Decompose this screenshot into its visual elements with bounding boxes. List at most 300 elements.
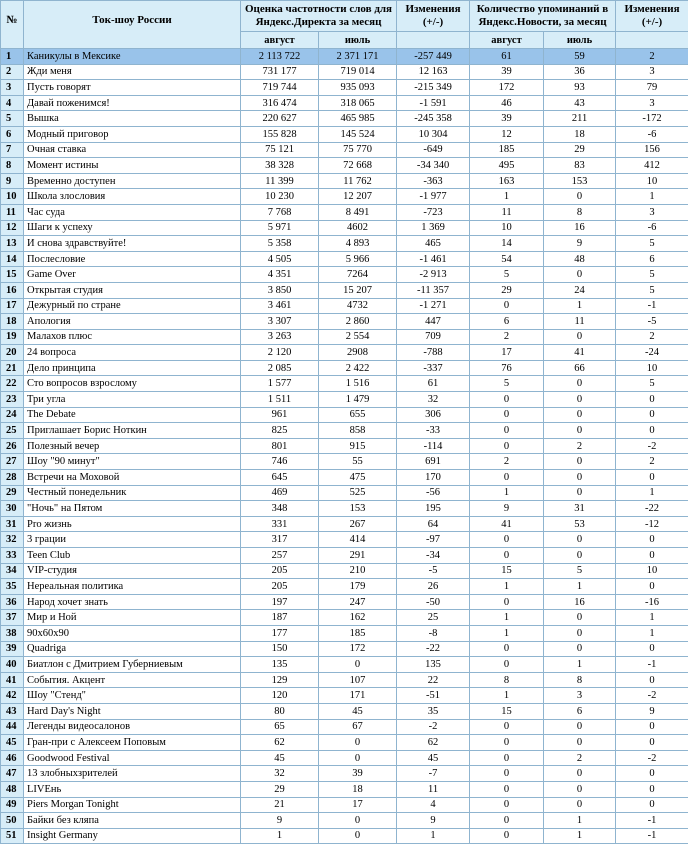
show-name: Piers Morgan Tonight — [24, 797, 241, 813]
freq-august: 7 768 — [241, 204, 319, 220]
row-number: 25 — [1, 423, 24, 439]
freq-august: 65 — [241, 719, 319, 735]
row-number: 11 — [1, 204, 24, 220]
mentions-july: 0 — [544, 423, 616, 439]
mentions-change: 0 — [616, 797, 688, 813]
freq-july: 655 — [319, 407, 397, 423]
table-row — [1, 454, 688, 470]
row-number: 1 — [1, 49, 24, 65]
table-row — [1, 470, 688, 486]
freq-august: 348 — [241, 501, 319, 517]
freq-august: 5 971 — [241, 220, 319, 236]
mentions-august: 54 — [470, 251, 544, 267]
row-number: 18 — [1, 314, 24, 330]
mentions-july: 24 — [544, 282, 616, 298]
freq-change: -1 271 — [397, 298, 470, 314]
freq-change: -22 — [397, 641, 470, 657]
show-name: Легенды видеосалонов — [24, 719, 241, 735]
freq-august: 3 461 — [241, 298, 319, 314]
freq-august: 1 — [241, 828, 319, 844]
freq-change: 35 — [397, 703, 470, 719]
mentions-july: 0 — [544, 470, 616, 486]
mentions-august: 1 — [470, 625, 544, 641]
table-row — [1, 392, 688, 408]
freq-change: -8 — [397, 625, 470, 641]
row-number: 23 — [1, 392, 24, 408]
row-number: 46 — [1, 750, 24, 766]
row-number: 12 — [1, 220, 24, 236]
freq-august: 62 — [241, 735, 319, 751]
table-row — [1, 423, 688, 439]
show-name: Шаги к успеху — [24, 220, 241, 236]
row-number: 47 — [1, 766, 24, 782]
show-name: Приглашает Борис Ноткин — [24, 423, 241, 439]
freq-august: 1 511 — [241, 392, 319, 408]
row-number: 34 — [1, 563, 24, 579]
show-name: Послесловие — [24, 251, 241, 267]
mentions-change: -5 — [616, 314, 688, 330]
mentions-august: 1 — [470, 485, 544, 501]
mentions-august: 0 — [470, 735, 544, 751]
freq-change: -7 — [397, 766, 470, 782]
freq-july: 55 — [319, 454, 397, 470]
freq-change: -1 977 — [397, 189, 470, 205]
table-row — [1, 282, 688, 298]
freq-august: 469 — [241, 485, 319, 501]
freq-august: 316 474 — [241, 95, 319, 111]
mentions-july: 2 — [544, 438, 616, 454]
show-name: Жди меня — [24, 64, 241, 80]
mentions-august: 5 — [470, 376, 544, 392]
mentions-july: 11 — [544, 314, 616, 330]
mentions-august: 1 — [470, 579, 544, 595]
show-name: Три угла — [24, 392, 241, 408]
mentions-july: 0 — [544, 719, 616, 735]
mentions-august: 0 — [470, 548, 544, 564]
table-row — [1, 813, 688, 829]
mentions-change: 79 — [616, 80, 688, 96]
header-show: Ток-шоу России — [24, 1, 241, 49]
freq-july: 210 — [319, 563, 397, 579]
row-number: 7 — [1, 142, 24, 158]
freq-change: 709 — [397, 329, 470, 345]
freq-july: 858 — [319, 423, 397, 439]
mentions-change: -1 — [616, 657, 688, 673]
mentions-change: -1 — [616, 298, 688, 314]
mentions-july: 0 — [544, 735, 616, 751]
mentions-august: 15 — [470, 563, 544, 579]
table-row — [1, 204, 688, 220]
mentions-change: 5 — [616, 376, 688, 392]
freq-august: 645 — [241, 470, 319, 486]
row-number: 48 — [1, 781, 24, 797]
mentions-august: 0 — [470, 750, 544, 766]
row-number: 8 — [1, 158, 24, 174]
table-row — [1, 49, 688, 65]
freq-july: 2 554 — [319, 329, 397, 345]
freq-july: 171 — [319, 688, 397, 704]
row-number: 24 — [1, 407, 24, 423]
freq-august: 257 — [241, 548, 319, 564]
mentions-august: 61 — [470, 49, 544, 65]
mentions-change: 0 — [616, 532, 688, 548]
row-number: 51 — [1, 828, 24, 844]
mentions-august: 9 — [470, 501, 544, 517]
row-number: 3 — [1, 80, 24, 96]
freq-august: 21 — [241, 797, 319, 813]
table-row — [1, 64, 688, 80]
mentions-july: 1 — [544, 657, 616, 673]
freq-july: 719 014 — [319, 64, 397, 80]
mentions-change: -6 — [616, 126, 688, 142]
mentions-august: 39 — [470, 111, 544, 127]
freq-august: 197 — [241, 594, 319, 610]
freq-august: 2 113 722 — [241, 49, 319, 65]
freq-august: 220 627 — [241, 111, 319, 127]
mentions-july: 66 — [544, 360, 616, 376]
table-row — [1, 750, 688, 766]
show-name: Каникулы в Мексике — [24, 49, 241, 65]
freq-july: 172 — [319, 641, 397, 657]
show-name: Pro жизнь — [24, 516, 241, 532]
header-frequency-change: Изменения (+/-) — [397, 1, 470, 32]
table-row — [1, 766, 688, 782]
header-frequency: Оценка частотности слов для Яндекс.Директа за месяц — [241, 1, 397, 32]
mentions-august: 2 — [470, 454, 544, 470]
show-name: 3 грации — [24, 532, 241, 548]
freq-august: 38 328 — [241, 158, 319, 174]
show-name: Встречи на Моховой — [24, 470, 241, 486]
freq-change: -649 — [397, 142, 470, 158]
mentions-august: 0 — [470, 532, 544, 548]
freq-change: -245 358 — [397, 111, 470, 127]
mentions-august: 0 — [470, 641, 544, 657]
mentions-change: 2 — [616, 329, 688, 345]
header-number: № — [1, 1, 24, 49]
freq-july: 414 — [319, 532, 397, 548]
table-row — [1, 360, 688, 376]
show-name: Временно доступен — [24, 173, 241, 189]
freq-july: 1 516 — [319, 376, 397, 392]
header-mentions: Количество упоминаний в Яндекс.Новости, за месяц — [470, 1, 616, 32]
table-row — [1, 548, 688, 564]
mentions-change: 5 — [616, 282, 688, 298]
mentions-august: 163 — [470, 173, 544, 189]
freq-change: -11 357 — [397, 282, 470, 298]
table-row — [1, 625, 688, 641]
mentions-august: 1 — [470, 189, 544, 205]
mentions-july: 5 — [544, 563, 616, 579]
table-row — [1, 781, 688, 797]
mentions-august: 0 — [470, 470, 544, 486]
mentions-august: 29 — [470, 282, 544, 298]
freq-change: -114 — [397, 438, 470, 454]
mentions-change: 0 — [616, 766, 688, 782]
mentions-july: 8 — [544, 672, 616, 688]
table-row — [1, 579, 688, 595]
show-name: LIVEнь — [24, 781, 241, 797]
row-number: 30 — [1, 501, 24, 517]
freq-july: 4732 — [319, 298, 397, 314]
freq-change: 170 — [397, 470, 470, 486]
mentions-august: 0 — [470, 407, 544, 423]
mentions-july: 0 — [544, 781, 616, 797]
freq-august: 205 — [241, 579, 319, 595]
mentions-august: 14 — [470, 236, 544, 252]
mentions-august: 495 — [470, 158, 544, 174]
table-body — [1, 49, 688, 844]
freq-july: 7264 — [319, 267, 397, 283]
freq-july: 247 — [319, 594, 397, 610]
freq-july: 15 207 — [319, 282, 397, 298]
freq-august: 187 — [241, 610, 319, 626]
show-name: Дежурный по стране — [24, 298, 241, 314]
freq-august: 29 — [241, 781, 319, 797]
row-number: 36 — [1, 594, 24, 610]
freq-change: -33 — [397, 423, 470, 439]
mentions-august: 8 — [470, 672, 544, 688]
row-number: 27 — [1, 454, 24, 470]
freq-august: 129 — [241, 672, 319, 688]
mentions-august: 17 — [470, 345, 544, 361]
freq-august: 2 120 — [241, 345, 319, 361]
table-row — [1, 703, 688, 719]
mentions-august: 0 — [470, 766, 544, 782]
table-row — [1, 657, 688, 673]
freq-august: 150 — [241, 641, 319, 657]
header-blank — [397, 32, 470, 49]
show-name: Момент истины — [24, 158, 241, 174]
mentions-july: 43 — [544, 95, 616, 111]
mentions-july: 9 — [544, 236, 616, 252]
row-number: 15 — [1, 267, 24, 283]
mentions-august: 0 — [470, 719, 544, 735]
freq-august: 731 177 — [241, 64, 319, 80]
table-row — [1, 688, 688, 704]
show-name: The Debate — [24, 407, 241, 423]
mentions-july: 0 — [544, 329, 616, 345]
freq-august: 1 577 — [241, 376, 319, 392]
row-number: 19 — [1, 329, 24, 345]
mentions-july: 29 — [544, 142, 616, 158]
show-name: "Ночь" на Пятом — [24, 501, 241, 517]
header-blank — [616, 32, 688, 49]
freq-change: 465 — [397, 236, 470, 252]
mentions-change: 5 — [616, 236, 688, 252]
mentions-change: 0 — [616, 548, 688, 564]
row-number: 32 — [1, 532, 24, 548]
mentions-change: 9 — [616, 703, 688, 719]
freq-july: 0 — [319, 813, 397, 829]
mentions-july: 0 — [544, 267, 616, 283]
freq-change: 32 — [397, 392, 470, 408]
mentions-july: 0 — [544, 376, 616, 392]
mentions-july: 31 — [544, 501, 616, 517]
show-name: Байки без кляпа — [24, 813, 241, 829]
show-name: Биатлон с Дмитрием Губерниевым — [24, 657, 241, 673]
row-number: 42 — [1, 688, 24, 704]
freq-change: 4 — [397, 797, 470, 813]
freq-july: 4602 — [319, 220, 397, 236]
freq-july: 67 — [319, 719, 397, 735]
freq-august: 10 230 — [241, 189, 319, 205]
freq-august: 3 850 — [241, 282, 319, 298]
mentions-change: -2 — [616, 750, 688, 766]
table-row — [1, 126, 688, 142]
show-name: Hard Day's Night — [24, 703, 241, 719]
mentions-july: 16 — [544, 594, 616, 610]
freq-change: -2 — [397, 719, 470, 735]
row-number: 20 — [1, 345, 24, 361]
mentions-july: 36 — [544, 64, 616, 80]
show-name: Insight Germany — [24, 828, 241, 844]
mentions-july: 6 — [544, 703, 616, 719]
row-number: 41 — [1, 672, 24, 688]
mentions-august: 0 — [470, 813, 544, 829]
show-name: Полезный вечер — [24, 438, 241, 454]
freq-july: 0 — [319, 828, 397, 844]
mentions-change: 3 — [616, 95, 688, 111]
table-row — [1, 797, 688, 813]
freq-july: 475 — [319, 470, 397, 486]
freq-change: -257 449 — [397, 49, 470, 65]
freq-change: 10 304 — [397, 126, 470, 142]
freq-july: 185 — [319, 625, 397, 641]
mentions-change: 10 — [616, 563, 688, 579]
mentions-august: 15 — [470, 703, 544, 719]
mentions-august: 172 — [470, 80, 544, 96]
show-name: Вышка — [24, 111, 241, 127]
freq-change: 447 — [397, 314, 470, 330]
show-name: События. Акцент — [24, 672, 241, 688]
show-name: И снова здравствуйте! — [24, 236, 241, 252]
row-number: 37 — [1, 610, 24, 626]
mentions-change: -1 — [616, 813, 688, 829]
freq-change: 12 163 — [397, 64, 470, 80]
row-number: 40 — [1, 657, 24, 673]
show-name: VIP-студия — [24, 563, 241, 579]
mentions-july: 48 — [544, 251, 616, 267]
freq-july: 5 966 — [319, 251, 397, 267]
freq-august: 11 399 — [241, 173, 319, 189]
row-number: 28 — [1, 470, 24, 486]
freq-change: -97 — [397, 532, 470, 548]
mentions-july: 0 — [544, 625, 616, 641]
table-row — [1, 314, 688, 330]
mentions-august: 0 — [470, 797, 544, 813]
mentions-august: 41 — [470, 516, 544, 532]
table-row — [1, 735, 688, 751]
freq-change: 1 369 — [397, 220, 470, 236]
mentions-july: 0 — [544, 392, 616, 408]
table-row — [1, 485, 688, 501]
freq-july: 72 668 — [319, 158, 397, 174]
row-number: 49 — [1, 797, 24, 813]
mentions-july: 1 — [544, 813, 616, 829]
table-row — [1, 236, 688, 252]
freq-change: 691 — [397, 454, 470, 470]
show-name: Школа злословия — [24, 189, 241, 205]
show-name: Гран-при с Алексеем Поповым — [24, 735, 241, 751]
freq-july: 153 — [319, 501, 397, 517]
mentions-change: 3 — [616, 64, 688, 80]
mentions-change: 10 — [616, 173, 688, 189]
mentions-change: 0 — [616, 423, 688, 439]
table-row — [1, 95, 688, 111]
row-number: 4 — [1, 95, 24, 111]
show-name: Очная ставка — [24, 142, 241, 158]
table-row — [1, 142, 688, 158]
table-row — [1, 719, 688, 735]
freq-july: 267 — [319, 516, 397, 532]
mentions-change: 2 — [616, 49, 688, 65]
show-name: Шоу "Стенд" — [24, 688, 241, 704]
row-number: 2 — [1, 64, 24, 80]
freq-august: 801 — [241, 438, 319, 454]
table-row — [1, 267, 688, 283]
freq-july: 2 422 — [319, 360, 397, 376]
mentions-august: 10 — [470, 220, 544, 236]
mentions-change: 0 — [616, 470, 688, 486]
mentions-change: 156 — [616, 142, 688, 158]
freq-july: 162 — [319, 610, 397, 626]
freq-august: 135 — [241, 657, 319, 673]
table-row — [1, 158, 688, 174]
mentions-change: 3 — [616, 204, 688, 220]
freq-august: 719 744 — [241, 80, 319, 96]
show-name: Час суда — [24, 204, 241, 220]
row-number: 44 — [1, 719, 24, 735]
mentions-change: 1 — [616, 485, 688, 501]
table-row — [1, 345, 688, 361]
freq-july: 75 770 — [319, 142, 397, 158]
freq-july: 17 — [319, 797, 397, 813]
mentions-july: 0 — [544, 454, 616, 470]
show-name: Нереальная политика — [24, 579, 241, 595]
freq-change: -50 — [397, 594, 470, 610]
mentions-change: 1 — [616, 189, 688, 205]
freq-august: 825 — [241, 423, 319, 439]
freq-change: 195 — [397, 501, 470, 517]
mentions-change: 412 — [616, 158, 688, 174]
table-row — [1, 610, 688, 626]
freq-change: -2 913 — [397, 267, 470, 283]
freq-change: 64 — [397, 516, 470, 532]
freq-july: 0 — [319, 735, 397, 751]
freq-july: 8 491 — [319, 204, 397, 220]
show-name: Открытая студия — [24, 282, 241, 298]
show-name: 90х60х90 — [24, 625, 241, 641]
freq-change: -34 340 — [397, 158, 470, 174]
mentions-july: 53 — [544, 516, 616, 532]
freq-august: 331 — [241, 516, 319, 532]
mentions-change: 0 — [616, 781, 688, 797]
show-name: Народ хочет знать — [24, 594, 241, 610]
mentions-change: 0 — [616, 392, 688, 408]
mentions-change: -172 — [616, 111, 688, 127]
mentions-august: 0 — [470, 438, 544, 454]
show-name: 13 злобныхзрителей — [24, 766, 241, 782]
freq-august: 2 085 — [241, 360, 319, 376]
mentions-august: 46 — [470, 95, 544, 111]
table-row — [1, 251, 688, 267]
freq-change: 306 — [397, 407, 470, 423]
freq-july: 0 — [319, 750, 397, 766]
table-row — [1, 220, 688, 236]
table-row — [1, 438, 688, 454]
freq-change: 22 — [397, 672, 470, 688]
row-number: 50 — [1, 813, 24, 829]
